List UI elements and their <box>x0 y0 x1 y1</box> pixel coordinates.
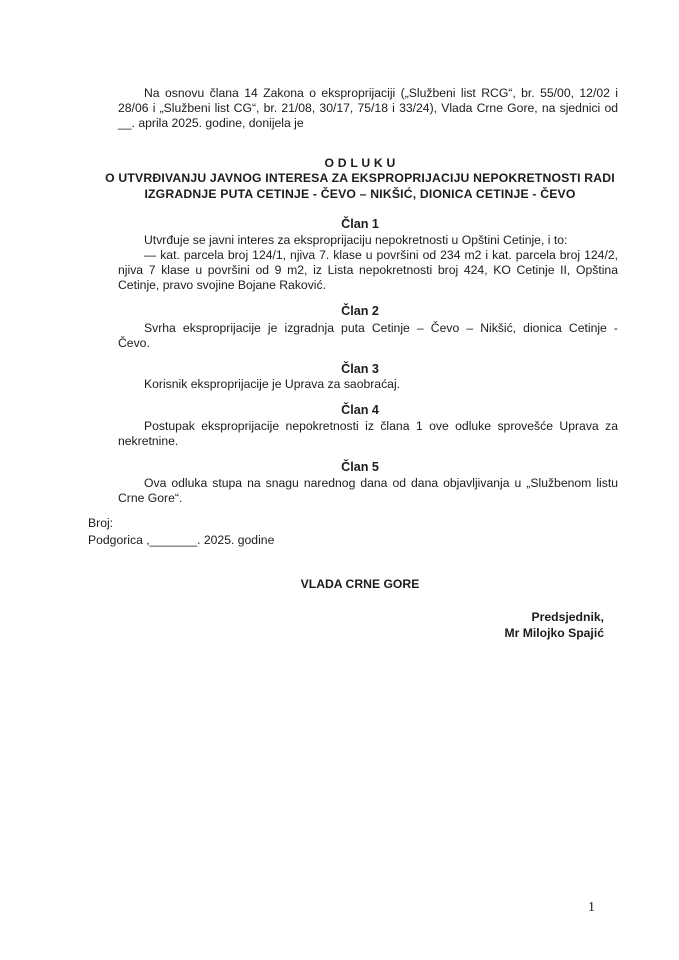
article-5-heading: Član 5 <box>341 460 379 474</box>
article-2-line: Svrha eksproprijacije je izgradnja puta Cetinje – Čevo – Nikšić, dionica Cetinje - <box>144 321 618 335</box>
article-2-body <box>118 321 618 351</box>
intro-line: Na osnovu člana 14 Zakona o eksproprijaciji („Službeni list RCG“, br. 55/00, 12/02 i <box>144 86 618 100</box>
intro-line: 28/06 i „Službeni list CG“, br. 21/08, 30/17, 75/18 i 33/24), Vlada Crne Gore, na sjednici od <box>118 101 618 115</box>
decision-title-line-2: IZGRADNJE PUTA CETINJE - ČEVO – NIKŠIĆ, DIONICA CETINJE - ČEVO <box>144 187 576 201</box>
intro-paragraph <box>118 86 618 131</box>
article-4-line: nekretnine. <box>118 434 179 448</box>
article-3-line: Korisnik eksproprijacije je Uprava za saobraćaj. <box>144 377 401 391</box>
article-1-line: Utvrđuje se javni interes za eksproprijaciju nepokretnosti u Opštini Cetinje, i to: <box>144 233 568 247</box>
article-5-line: Crne Gore“. <box>118 491 183 505</box>
article-4-line: Postupak eksproprijacije nepokretnosti iz člana 1 ove odluke sprovešće Uprava za <box>144 419 618 433</box>
article-1-line: Cetinje, pravo svojine Bojane Raković. <box>118 278 326 292</box>
article-2-heading: Član 2 <box>341 304 379 318</box>
article-4-body <box>118 419 618 449</box>
signatory-name: Mr Milojko Spajić <box>504 626 604 640</box>
decision-title-line-1: O UTVRĐIVANJU JAVNOG INTERESA ZA EKSPROPRIJACIJU NEPOKRETNOSTI RADI <box>105 171 615 185</box>
article-3-heading: Član 3 <box>341 362 379 376</box>
article-1-line: njiva 7 klase u površini od 9 m2, iz Lista nepokretnosti broj 424, KO Cetinje II, Opština <box>118 263 618 277</box>
place-and-date: Podgorica ,_______. 2025. godine <box>88 533 275 547</box>
article-2-line: Čevo. <box>118 336 150 350</box>
article-1-heading: Član 1 <box>341 217 379 231</box>
signatory-title: Predsjednik, <box>531 610 604 624</box>
decision-title-word: O D L U K U <box>324 156 396 170</box>
article-5-line: Ova odluka stupa na snagu narednog dana od dana objavljivanja u „Službenom listu <box>144 476 618 490</box>
page-number: 1 <box>588 900 595 915</box>
article-3-body <box>118 377 618 392</box>
government-name: VLADA CRNE GORE <box>300 577 420 591</box>
article-4-heading: Član 4 <box>341 403 379 417</box>
article-1-body <box>118 233 618 293</box>
intro-line: __. aprila 2025. godine, donijela je <box>118 116 304 130</box>
article-5-body <box>118 476 618 506</box>
article-1-line: — kat. parcela broj 124/1, njiva 7. klase u površini od 234 m2 i kat. parcela broj 124/2, <box>144 248 618 262</box>
reference-number-label: Broj: <box>88 516 114 530</box>
